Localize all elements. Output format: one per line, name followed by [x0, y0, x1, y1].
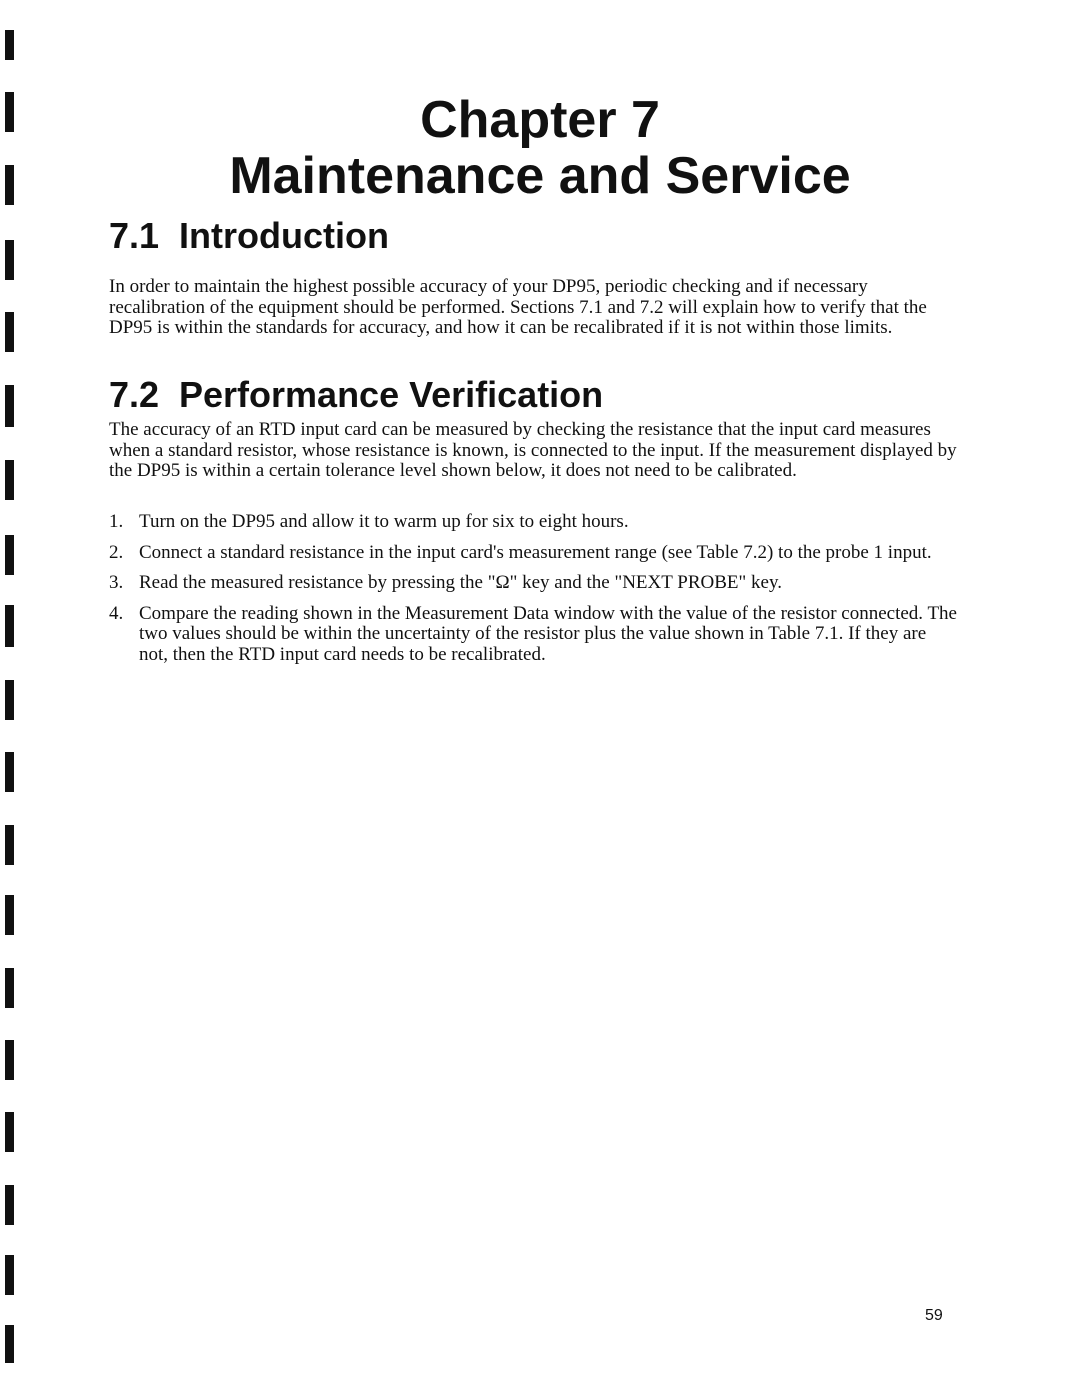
list-item: [109, 604, 959, 666]
chapter-label: Chapter 7: [420, 91, 660, 149]
step-number: 3.: [109, 572, 124, 593]
binding-mark: [5, 1325, 14, 1363]
binding-mark: [5, 240, 14, 280]
binding-mark: [5, 680, 14, 720]
binding-mark: [5, 968, 14, 1008]
binding-mark: [5, 895, 14, 935]
introduction-paragraph: In order to maintain the highest possible accuracy of your DP95, periodic checking and if necessary recalibration of the equipment should be performed. Sections 7.1 and 7.2 will explain how to verify that the DP95 is within the standards for accuracy, and how it can be recalibrated if it is not within those limits.: [109, 276, 927, 338]
list-item: [109, 543, 959, 564]
step-text: Turn on the DP95 and allow it to warm up for six to eight hours.: [139, 511, 629, 532]
list-item: [109, 512, 959, 533]
section-title-text: Introduction: [179, 215, 389, 256]
section-title-performance-verification: [109, 375, 603, 415]
binding-mark: [5, 385, 14, 427]
binding-mark: [5, 1255, 14, 1295]
binding-mark: [5, 825, 14, 865]
step-text: Compare the reading shown in the Measurement Data window with the value of the resistor connected. The two values should be within the uncertainty of the resistor plus the value shown in Table 7.1. If they are not, then the RTD input card needs to be recalibrated.: [139, 602, 957, 665]
binding-mark: [5, 312, 14, 352]
binding-mark: [5, 535, 14, 575]
binding-mark: [5, 1185, 14, 1225]
page-number: 59: [925, 1307, 943, 1324]
step-number: 4.: [109, 602, 124, 624]
binding-mark: [5, 1112, 14, 1152]
verification-steps: [109, 512, 959, 675]
binding-mark: [5, 460, 14, 500]
section-title-introduction: [109, 216, 389, 256]
section-title-text: Performance Verification: [179, 374, 604, 415]
binding-mark: [5, 605, 14, 647]
list-item: [109, 573, 959, 594]
step-text: Read the measured resistance by pressing the "Ω" key and the "NEXT PROBE" key.: [139, 572, 782, 593]
binding-marks: [0, 0, 20, 1397]
binding-mark: [5, 752, 14, 792]
chapter-heading: [0, 92, 1080, 204]
step-number: 1.: [109, 511, 124, 532]
section-number: 7.2: [109, 374, 160, 415]
step-number: 2.: [109, 541, 124, 563]
binding-mark: [5, 1040, 14, 1080]
verification-paragraph: The accuracy of an RTD input card can be measured by checking the resistance that the input card measures when a standard resistor, whose resistance is known, is connected to the input. If the measurement displayed by the DP95 is within a certain tolerance level shown below, it does not need to be calibrated.: [109, 419, 957, 481]
section-number: 7.1: [109, 215, 160, 256]
step-text: Connect a standard resistance in the input card's measurement range (see Table 7.2) to the probe 1 input.: [139, 541, 932, 563]
binding-mark: [5, 30, 14, 60]
chapter-title: Maintenance and Service: [229, 147, 851, 205]
